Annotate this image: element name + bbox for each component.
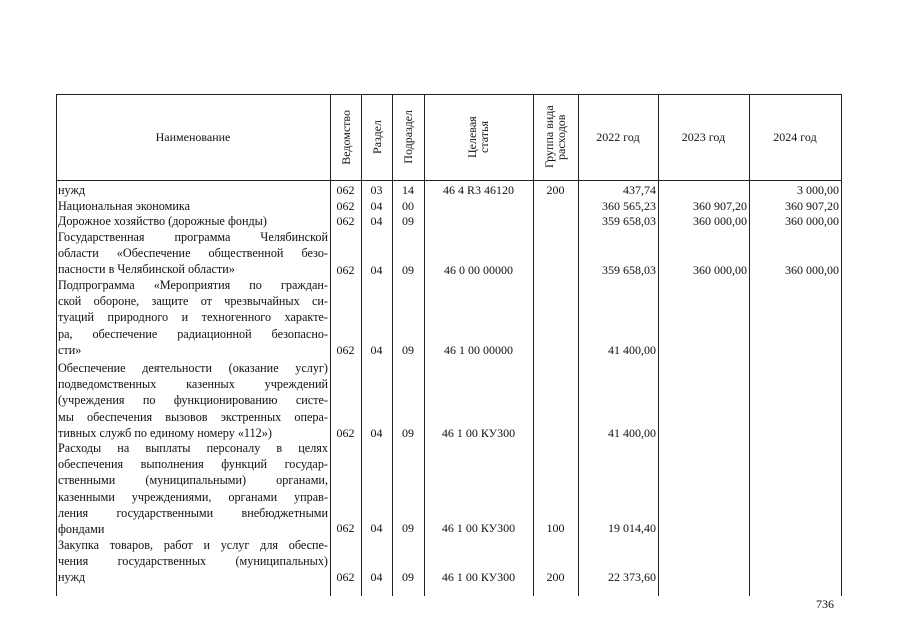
table-border-right: [841, 94, 842, 596]
cell-2022: 359 658,03: [602, 214, 656, 228]
cell-raz: 04: [370, 426, 383, 440]
header-razdel: Раздел: [369, 120, 384, 154]
cell-2023: 360 000,00: [693, 214, 747, 228]
cell-2022: 19 014,40: [608, 521, 656, 535]
cell-ved: 062: [336, 263, 355, 277]
cell-2024: 360 000,00: [785, 263, 839, 277]
header-celevaya: Целевая статья: [464, 116, 491, 158]
cell-ved: 062: [336, 521, 355, 535]
row-name: Обеспечение деятельности (оказание услуг) подведомственных казенных учреждений (учреждения по функционированию систе- мы обеспечения вызовов экстренных опера- тивных служб по единому номеру «112»): [58, 361, 328, 440]
cell-pod: 09: [402, 343, 414, 357]
cell-2022: 22 373,60: [608, 570, 656, 584]
header-divider: [56, 180, 842, 181]
cell-grp: 100: [546, 521, 565, 535]
cell-ved: 062: [336, 183, 355, 197]
cell-2024: 3 000,00: [797, 183, 839, 197]
row-name: Закупка товаров, работ и услуг для обеспе- чения государственных (муниципальных) нужд: [58, 538, 328, 585]
cell-grp: 200: [546, 183, 565, 197]
cell-pod: 14: [402, 183, 414, 197]
cell-raz: 04: [370, 199, 383, 213]
cell-raz: 04: [370, 343, 383, 357]
cell-2022: 360 565,23: [602, 199, 656, 213]
row-name: нужд: [58, 183, 86, 197]
header-2024: 2024 год: [773, 129, 817, 144]
cell-ved: 062: [336, 343, 355, 357]
budget-table: [56, 94, 842, 596]
cell-2022: 437,74: [623, 183, 656, 197]
cell-ved: 062: [336, 426, 355, 440]
cell-2022: 359 658,03: [602, 263, 656, 277]
row-name: Дорожное хозяйство (дорожные фонды): [58, 214, 267, 228]
cell-raz: 04: [370, 521, 383, 535]
cell-2023: 360 000,00: [693, 263, 747, 277]
row-name: Расходы на выплаты персоналу в целях обеспечения выполнения функций государ- ственными (муниципальными) органами, казенными учреждениями, органами управ- ления государственными внебюджетными фондами: [58, 441, 328, 536]
cell-pod: 09: [402, 214, 414, 228]
row-name: Подпрограмма «Мероприятия по граждан- ской обороне, защите от чрезвычайных си- туаций природного и техногенного характе- ра, обеспечение радиационной безопасно- сти»: [58, 278, 328, 357]
cell-raz: 04: [370, 214, 383, 228]
header-gruppa: Группа вида расходов: [541, 105, 568, 169]
cell-cel: 46 1 00 КУ300: [441, 426, 516, 440]
cell-pod: 09: [402, 521, 414, 535]
cell-2024: 360 000,00: [785, 214, 839, 228]
page-number: 736: [816, 597, 834, 611]
row-name: Государственная программа Челябинской области «Обеспечение общественной безо- пасности в Челябинской области»: [58, 230, 328, 277]
header-podrazdel: Подраздел: [401, 110, 415, 164]
cell-pod: 00: [402, 199, 414, 213]
cell-cel: 46 1 00 КУ300: [441, 570, 516, 584]
cell-raz: 03: [370, 183, 383, 197]
cell-raz: 04: [370, 570, 383, 584]
cell-pod: 09: [402, 263, 414, 277]
header-vedomstvo: Ведомство: [338, 109, 353, 165]
cell-raz: 04: [370, 263, 383, 277]
cell-2024: 360 907,20: [785, 199, 839, 213]
cell-cel: 46 4 R3 46120: [442, 183, 514, 197]
cell-cel: 46 1 00 00000: [444, 343, 513, 357]
cell-ved: 062: [336, 570, 355, 584]
cell-ved: 062: [336, 214, 355, 228]
cell-cel: 46 1 00 КУ300: [441, 521, 516, 535]
cell-2022: 41 400,00: [608, 343, 656, 357]
cell-2023: 360 907,20: [693, 199, 747, 213]
cell-pod: 09: [402, 426, 414, 440]
cell-cel: 46 0 00 00000: [444, 263, 513, 277]
cell-ved: 062: [336, 199, 355, 213]
header-name: Наименование: [155, 129, 231, 144]
cell-grp: 200: [546, 570, 565, 584]
header-2022: 2022 год: [596, 129, 640, 144]
cell-pod: 09: [402, 570, 414, 584]
cell-2022: 41 400,00: [608, 426, 656, 440]
header-2023: 2023 год: [681, 129, 726, 144]
row-name: Национальная экономика: [58, 199, 191, 213]
